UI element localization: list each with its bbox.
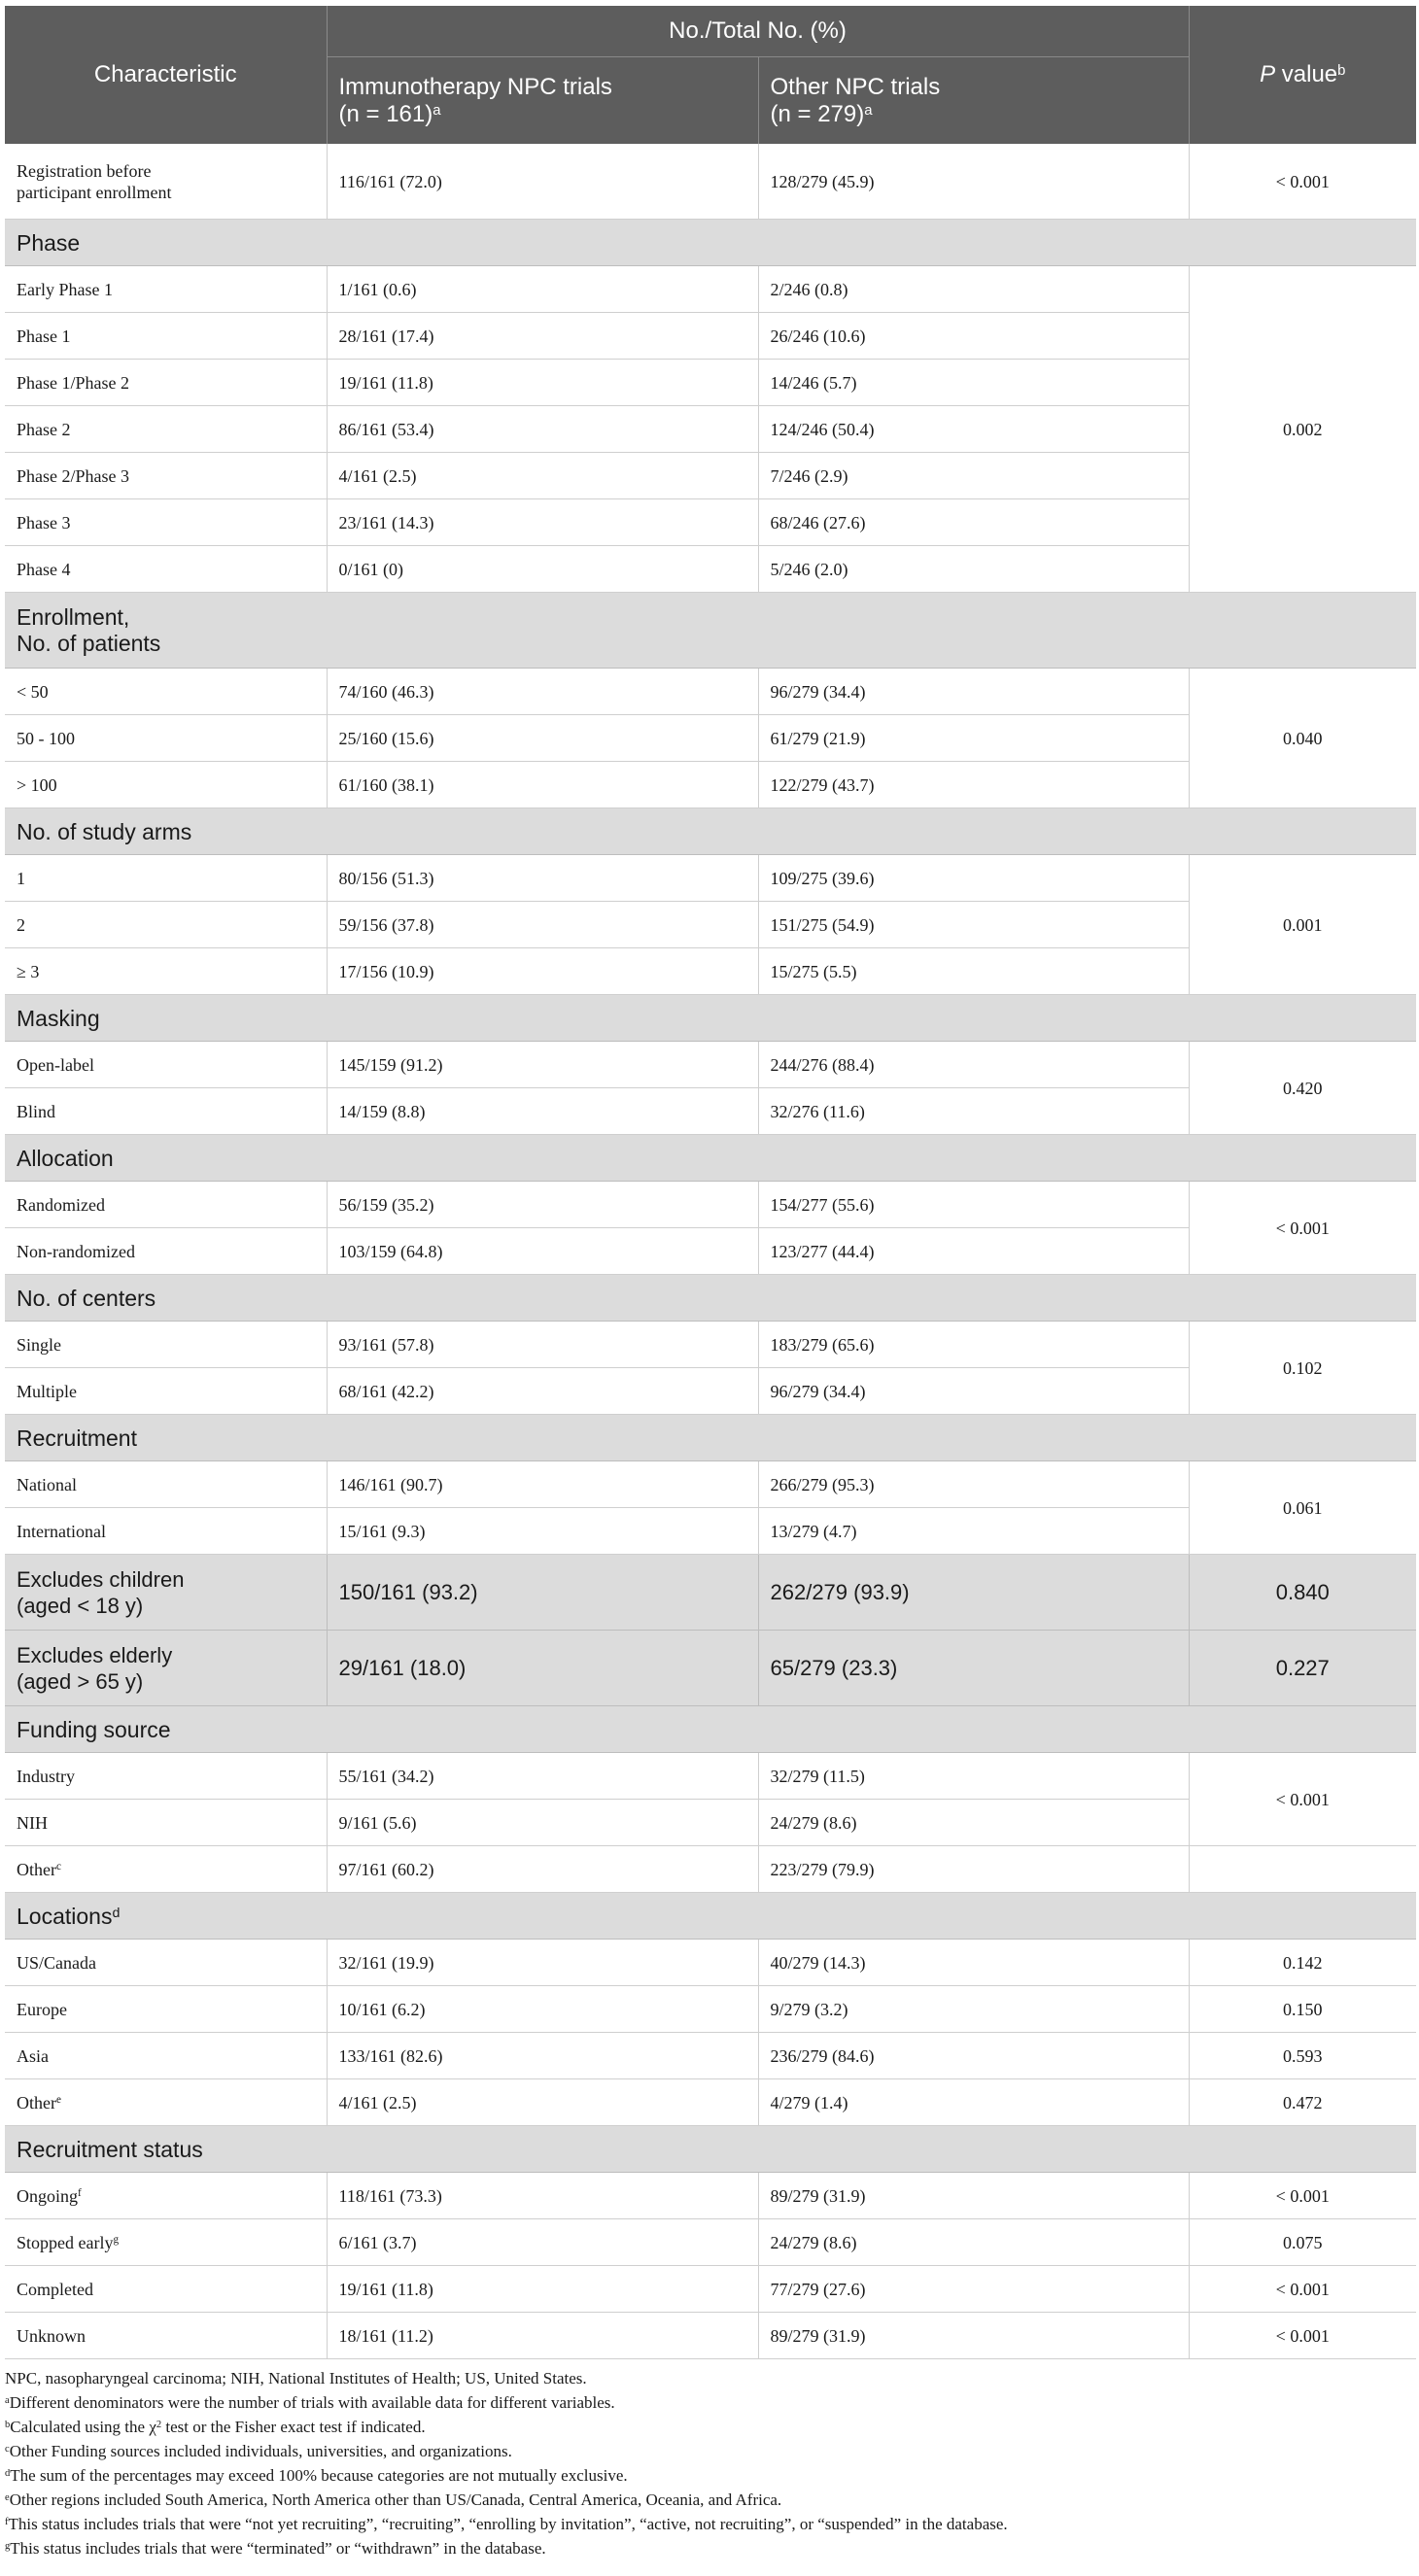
table-row	[5, 2079, 1416, 2126]
row-label	[5, 144, 327, 220]
table-row	[5, 1322, 1416, 1368]
row-label: Asia	[5, 2033, 327, 2079]
other-value: 40/279 (14.3)	[758, 1940, 1189, 1986]
immuno-value: 6/161 (3.7)	[327, 2219, 758, 2266]
row-label: 2	[5, 902, 327, 948]
other-value: 96/279 (34.4)	[758, 669, 1189, 715]
chi-square-exponent: 2	[156, 2420, 162, 2431]
immuno-value: 56/159 (35.2)	[327, 1182, 758, 1228]
p-value: 0.001	[1189, 855, 1416, 995]
other-value: 122/279 (43.7)	[758, 762, 1189, 808]
immuno-value: 15/161 (9.3)	[327, 1508, 758, 1555]
other-value: 68/246 (27.6)	[758, 499, 1189, 546]
p-value: < 0.001	[1189, 1753, 1416, 1846]
immuno-value: 19/161 (11.8)	[327, 360, 758, 406]
section-title: No. of centers	[5, 1275, 1416, 1322]
other-value: 9/279 (3.2)	[758, 1986, 1189, 2033]
row-label: Phase 3	[5, 499, 327, 546]
footnote-marker: e	[55, 2094, 61, 2107]
table-footnotes	[5, 2366, 1416, 2560]
footnote-b	[5, 2415, 1416, 2439]
row-label	[5, 2079, 327, 2126]
row-label: Industry	[5, 1753, 327, 1800]
other-header-line2: (n = 279)	[770, 100, 865, 127]
section-title: Recruitment status	[5, 2126, 1416, 2173]
immuno-value: 93/161 (57.8)	[327, 1322, 758, 1368]
section-title-line1: Enrollment,	[17, 603, 130, 630]
immuno-value: 80/156 (51.3)	[327, 855, 758, 902]
row-label-text: Ongoing	[17, 2185, 78, 2206]
other-header	[758, 57, 1189, 145]
immuno-value: 146/161 (90.7)	[327, 1461, 758, 1508]
other-value: 32/276 (11.6)	[758, 1088, 1189, 1135]
other-value: 13/279 (4.7)	[758, 1508, 1189, 1555]
row-label: Completed	[5, 2266, 327, 2313]
table-row	[5, 2033, 1416, 2079]
section-title	[5, 1893, 1416, 1940]
other-value: 32/279 (11.5)	[758, 1753, 1189, 1800]
immuno-value: 68/161 (42.2)	[327, 1368, 758, 1415]
section-title-text: Locations	[17, 1903, 113, 1929]
table-row	[5, 1846, 1416, 1893]
p-value: < 0.001	[1189, 2313, 1416, 2359]
row-label: > 100	[5, 762, 327, 808]
row-label-text: Other	[17, 2092, 56, 2112]
row-label: Multiple	[5, 1368, 327, 1415]
other-value: 4/279 (1.4)	[758, 2079, 1189, 2126]
table-row	[5, 1182, 1416, 1228]
p-value: 0.593	[1189, 2033, 1416, 2079]
row-label-line2: (aged > 65 y)	[17, 1668, 144, 1694]
table-row	[5, 2219, 1416, 2266]
row-label: < 50	[5, 669, 327, 715]
immuno-value: 97/161 (60.2)	[327, 1846, 758, 1893]
other-value: 15/275 (5.5)	[758, 948, 1189, 995]
row-label: Europe	[5, 1986, 327, 2033]
row-label	[5, 2219, 327, 2266]
row-label: Unknown	[5, 2313, 327, 2359]
other-value: 7/246 (2.9)	[758, 453, 1189, 499]
section-header-centers	[5, 1275, 1416, 1322]
section-title: Phase	[5, 220, 1416, 266]
immuno-value: 116/161 (72.0)	[327, 144, 758, 220]
footnote-text: test or the Fisher exact test if indicated.	[161, 2418, 426, 2436]
excludes-children-row	[5, 1555, 1416, 1631]
section-title	[5, 593, 1416, 669]
characteristic-header-label: Characteristic	[93, 61, 237, 87]
other-value: 123/277 (44.4)	[758, 1228, 1189, 1275]
p-value: < 0.001	[1189, 144, 1416, 220]
immuno-value: 14/159 (8.8)	[327, 1088, 758, 1135]
table-body	[5, 144, 1416, 2359]
excludes-elderly-row	[5, 1631, 1416, 1706]
other-value: 262/279 (93.9)	[758, 1555, 1189, 1631]
immuno-value: 0/161 (0)	[327, 546, 758, 593]
other-value: 24/279 (8.6)	[758, 1800, 1189, 1846]
footnote-marker: d	[5, 2468, 11, 2480]
immuno-header	[327, 57, 758, 145]
footnote-c	[5, 2439, 1416, 2463]
immuno-header-sup: a	[433, 102, 441, 119]
p-value: 0.227	[1189, 1631, 1416, 1706]
row-label: 50 - 100	[5, 715, 327, 762]
table-row	[5, 2173, 1416, 2219]
footnote-text: Calculated using the χ	[10, 2418, 156, 2436]
p-value-empty	[1189, 1846, 1416, 1893]
immuno-value: 145/159 (91.2)	[327, 1042, 758, 1088]
table-row	[5, 1986, 1416, 2033]
p-value: 0.102	[1189, 1322, 1416, 1415]
pvalue-header-sup: b	[1337, 63, 1346, 80]
p-value: < 0.001	[1189, 1182, 1416, 1275]
immuno-value: 28/161 (17.4)	[327, 313, 758, 360]
p-value: 0.420	[1189, 1042, 1416, 1135]
footnote-text: Different denominators were the number of trials with available data for different variables.	[9, 2393, 615, 2412]
table-row	[5, 1940, 1416, 1986]
immuno-value: 61/160 (38.1)	[327, 762, 758, 808]
immuno-value: 9/161 (5.6)	[327, 1800, 758, 1846]
other-value: 124/246 (50.4)	[758, 406, 1189, 453]
other-header-sup: a	[864, 102, 873, 119]
row-label: Phase 1	[5, 313, 327, 360]
footnote-marker: f	[5, 2517, 9, 2528]
table-row	[5, 855, 1416, 902]
immuno-value: 4/161 (2.5)	[327, 2079, 758, 2126]
section-title: No. of study arms	[5, 808, 1416, 855]
row-label: Open-label	[5, 1042, 327, 1088]
p-value: < 0.001	[1189, 2266, 1416, 2313]
table-row	[5, 2313, 1416, 2359]
other-value: 128/279 (45.9)	[758, 144, 1189, 220]
other-value: 77/279 (27.6)	[758, 2266, 1189, 2313]
immuno-value: 4/161 (2.5)	[327, 453, 758, 499]
other-value: 14/246 (5.7)	[758, 360, 1189, 406]
footnote-f	[5, 2512, 1416, 2536]
immuno-value: 17/156 (10.9)	[327, 948, 758, 995]
immuno-header-line1: Immunotherapy NPC trials	[338, 73, 612, 100]
other-value: 24/279 (8.6)	[758, 2219, 1189, 2266]
row-label-line1: Excludes children	[17, 1566, 185, 1592]
section-header-locations	[5, 1893, 1416, 1940]
row-label: National	[5, 1461, 327, 1508]
other-value: 89/279 (31.9)	[758, 2173, 1189, 2219]
pvalue-header-rest: value	[1275, 61, 1338, 87]
other-header-line1: Other NPC trials	[770, 73, 941, 100]
section-title: Allocation	[5, 1135, 1416, 1182]
row-label-line2: (aged < 18 y)	[17, 1593, 144, 1618]
other-value: 151/275 (54.9)	[758, 902, 1189, 948]
p-value: 0.150	[1189, 1986, 1416, 2033]
immuno-value: 59/156 (37.8)	[327, 902, 758, 948]
section-header-allocation	[5, 1135, 1416, 1182]
row-label-text: Stopped early	[17, 2232, 114, 2252]
section-title: Funding source	[5, 1706, 1416, 1753]
row-label-line2: participant enrollment	[17, 182, 172, 202]
immuno-value: 133/161 (82.6)	[327, 2033, 758, 2079]
footnote-marker: b	[5, 2420, 11, 2431]
footnote-text: Other Funding sources included individuals, universities, and organizations.	[9, 2442, 512, 2460]
section-title-line2: No. of patients	[17, 630, 161, 656]
footnote-text: The sum of the percentages may exceed 100% because categories are not mutually exclusive.	[10, 2466, 628, 2485]
row-label	[5, 1555, 327, 1631]
other-value: 236/279 (84.6)	[758, 2033, 1189, 2079]
footnote-marker: e	[5, 2492, 10, 2504]
p-value: 0.040	[1189, 669, 1416, 808]
other-value: 96/279 (34.4)	[758, 1368, 1189, 1415]
table-row	[5, 669, 1416, 715]
immuno-value: 25/160 (15.6)	[327, 715, 758, 762]
immuno-value: 1/161 (0.6)	[327, 266, 758, 313]
immuno-value: 118/161 (73.3)	[327, 2173, 758, 2219]
characteristics-table	[5, 6, 1416, 2359]
other-value: 223/279 (79.9)	[758, 1846, 1189, 1893]
footnote-e	[5, 2488, 1416, 2512]
row-label: Non-randomized	[5, 1228, 327, 1275]
p-value: 0.840	[1189, 1555, 1416, 1631]
section-header-phase	[5, 220, 1416, 266]
table-row	[5, 1753, 1416, 1800]
trial-characteristics-table-page	[5, 6, 1416, 2560]
p-value: 0.472	[1189, 2079, 1416, 2126]
footnote-text: This status includes trials that were “terminated” or “withdrawn” in the database.	[10, 2539, 546, 2558]
row-label: Blind	[5, 1088, 327, 1135]
row-label: International	[5, 1508, 327, 1555]
group-header-label: No./Total No. (%)	[669, 17, 847, 44]
section-header-masking	[5, 995, 1416, 1042]
footnote-abbreviations: NPC, nasopharyngeal carcinoma; NIH, National Institutes of Health; US, United States.	[5, 2369, 587, 2387]
section-title: Masking	[5, 995, 1416, 1042]
row-label: Randomized	[5, 1182, 327, 1228]
footnote-marker: a	[5, 2395, 10, 2407]
p-value: < 0.001	[1189, 2173, 1416, 2219]
section-header-funding	[5, 1706, 1416, 1753]
section-header-study-arms	[5, 808, 1416, 855]
footnote-marker: c	[55, 1861, 61, 1873]
footnote-d	[5, 2463, 1416, 2488]
other-value: 109/275 (39.6)	[758, 855, 1189, 902]
immuno-value: 103/159 (64.8)	[327, 1228, 758, 1275]
section-header-recruitment-status	[5, 2126, 1416, 2173]
row-label: Single	[5, 1322, 327, 1368]
other-value: 61/279 (21.9)	[758, 715, 1189, 762]
footnote-marker: g	[113, 2234, 120, 2247]
table-header	[5, 6, 1416, 144]
immuno-value: 18/161 (11.2)	[327, 2313, 758, 2359]
row-label	[5, 1846, 327, 1893]
row-label-text: Other	[17, 1859, 56, 1879]
row-label-line1: Registration before	[17, 160, 152, 181]
other-value: 26/246 (10.6)	[758, 313, 1189, 360]
immuno-value: 10/161 (6.2)	[327, 1986, 758, 2033]
immuno-value: 23/161 (14.3)	[327, 499, 758, 546]
immuno-value: 74/160 (46.3)	[327, 669, 758, 715]
other-value: 2/246 (0.8)	[758, 266, 1189, 313]
immuno-value: 19/161 (11.8)	[327, 2266, 758, 2313]
immuno-value: 55/161 (34.2)	[327, 1753, 758, 1800]
immuno-value: 86/161 (53.4)	[327, 406, 758, 453]
other-value: 183/279 (65.6)	[758, 1322, 1189, 1368]
characteristic-header	[5, 6, 327, 144]
other-value: 89/279 (31.9)	[758, 2313, 1189, 2359]
table-row	[5, 1042, 1416, 1088]
row-label: Phase 2	[5, 406, 327, 453]
p-value: 0.002	[1189, 266, 1416, 593]
footnote-g	[5, 2536, 1416, 2560]
row-label: Phase 1/Phase 2	[5, 360, 327, 406]
table-row	[5, 2266, 1416, 2313]
other-value: 65/279 (23.3)	[758, 1631, 1189, 1706]
group-header	[327, 6, 1189, 57]
row-label: ≥ 3	[5, 948, 327, 995]
section-title: Recruitment	[5, 1415, 1416, 1461]
row-label-line1: Excludes elderly	[17, 1642, 173, 1667]
immuno-value: 150/161 (93.2)	[327, 1555, 758, 1631]
footnote-marker: f	[78, 2187, 82, 2200]
row-label: NIH	[5, 1800, 327, 1846]
immuno-header-line2: (n = 161)	[338, 100, 433, 127]
footnote-marker: d	[112, 1906, 121, 1922]
row-label: US/Canada	[5, 1940, 327, 1986]
p-value: 0.075	[1189, 2219, 1416, 2266]
section-header-enrollment	[5, 593, 1416, 669]
p-value: 0.142	[1189, 1940, 1416, 1986]
other-value: 266/279 (95.3)	[758, 1461, 1189, 1508]
footnote-a	[5, 2390, 1416, 2415]
row-label: Phase 4	[5, 546, 327, 593]
pvalue-header-italic: P	[1260, 61, 1276, 87]
footnote-text: Other regions included South America, North America other than US/Canada, Central America, Oceania, and Africa.	[9, 2490, 782, 2509]
row-label	[5, 1631, 327, 1706]
table-row	[5, 266, 1416, 313]
row-label: 1	[5, 855, 327, 902]
footnote-marker: c	[5, 2444, 10, 2456]
other-value: 154/277 (55.6)	[758, 1182, 1189, 1228]
immuno-value: 29/161 (18.0)	[327, 1631, 758, 1706]
footnote-text: This status includes trials that were “not yet recruiting”, “recruiting”, “enrolling by invitation”, “active, not recruiting”, or “suspended” in the database.	[8, 2515, 1008, 2533]
p-value: 0.061	[1189, 1461, 1416, 1555]
footnote-marker: g	[5, 2541, 11, 2553]
immuno-value: 32/161 (19.9)	[327, 1940, 758, 1986]
table-row	[5, 144, 1416, 220]
row-label: Early Phase 1	[5, 266, 327, 313]
table-row	[5, 1461, 1416, 1508]
other-value: 244/276 (88.4)	[758, 1042, 1189, 1088]
row-label	[5, 2173, 327, 2219]
row-label: Phase 2/Phase 3	[5, 453, 327, 499]
pvalue-header	[1189, 6, 1416, 144]
section-header-recruitment	[5, 1415, 1416, 1461]
other-value: 5/246 (2.0)	[758, 546, 1189, 593]
